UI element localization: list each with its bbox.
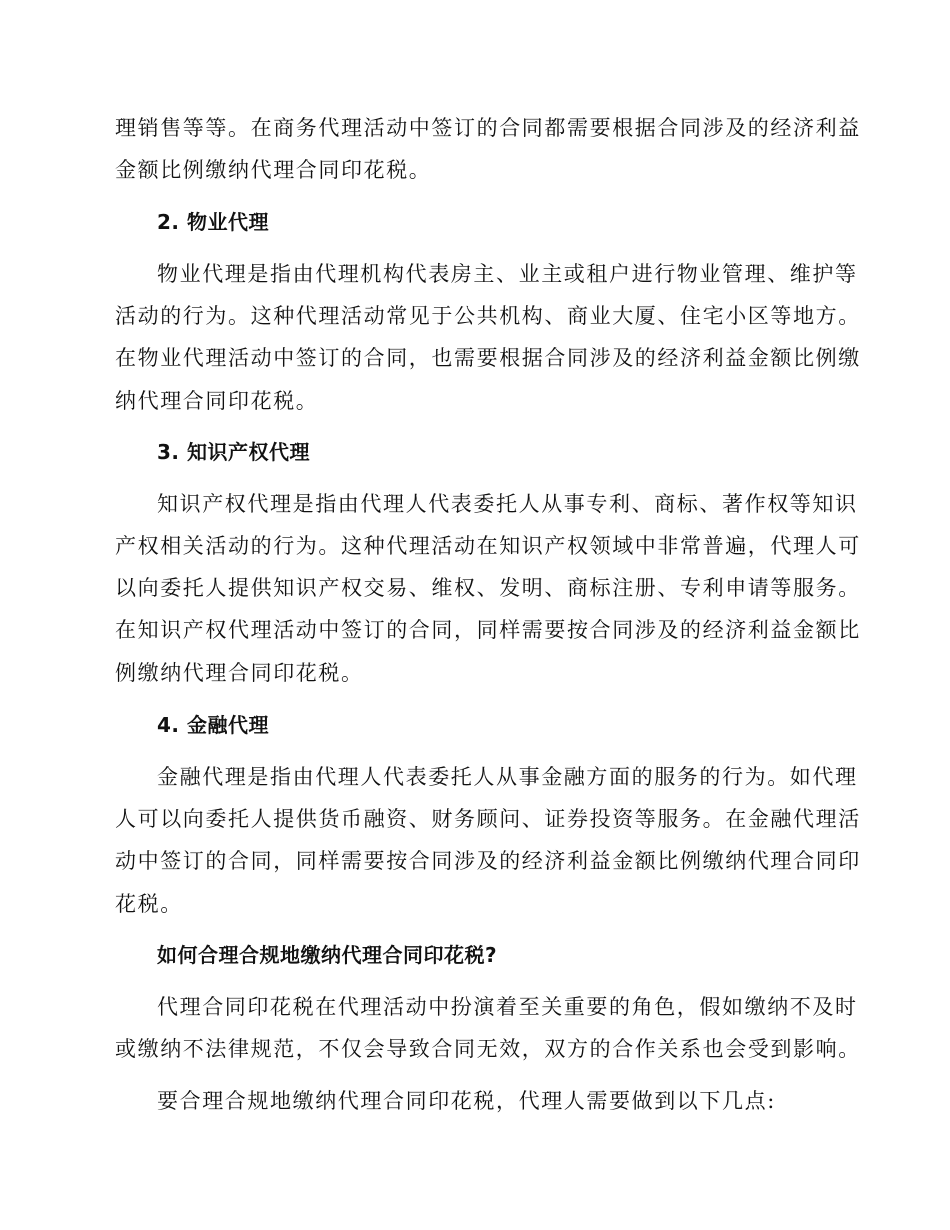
paragraph-line: 纳代理合同印花税。 [115, 389, 319, 413]
paragraph-line: 人可以向委托人提供货币融资、财务顾问、证券投资等服务。在金融代理活 [115, 807, 861, 831]
paragraph-line: 在知识产权代理活动中签订的合同，同样需要按合同涉及的经济利益金额比 [115, 618, 861, 642]
paragraph-line: 产权相关活动的行为。这种代理活动在知识产权领域中非常普遍，代理人可 [115, 534, 861, 558]
paragraph-line: 或缴纳不法律规范，不仅会导致合同无效，双方的合作关系也会受到影响。 [115, 1037, 861, 1061]
section-heading-property-agency: 2. 物业代理 [157, 210, 269, 234]
paragraph-line: 动中签订的合同，同样需要按合同涉及的经济利益金额比例缴纳代理合同印 [115, 849, 861, 873]
section-heading-ip-agency: 3. 知识产权代理 [157, 440, 310, 464]
paragraph-line: 理销售等等。在商务代理活动中签订的合同都需要根据合同涉及的经济利益 [115, 116, 861, 140]
paragraph-line: 要合理合规地缴纳代理合同印花税，代理人需要做到以下几点: [157, 1089, 776, 1113]
paragraph-line: 代理合同印花税在代理活动中扮演着至关重要的角色，假如缴纳不及时 [157, 995, 858, 1019]
paragraph-line: 在物业代理活动中签订的合同，也需要根据合同涉及的经济利益金额比例缴 [115, 346, 861, 370]
paragraph-line: 花税。 [115, 892, 183, 916]
paragraph-line: 例缴纳代理合同印花税。 [115, 661, 364, 685]
section-heading-finance-agency: 4. 金融代理 [157, 713, 269, 737]
paragraph-line: 金融代理是指由代理人代表委托人从事金融方面的服务的行为。如代理 [157, 765, 858, 789]
paragraph-line: 活动的行为。这种代理活动常见于公共机构、商业大厦、住宅小区等地方。 [115, 304, 861, 328]
paragraph-line: 以向委托人提供知识产权交易、维权、发明、商标注册、专利申请等服务。 [115, 576, 861, 600]
paragraph-line: 物业代理是指由代理机构代表房主、业主或租户进行物业管理、维护等 [157, 262, 858, 286]
paragraph-line: 金额比例缴纳代理合同印花税。 [115, 158, 432, 182]
section-heading-compliance: 如何合理合规地缴纳代理合同印花税? [157, 943, 498, 967]
paragraph-line: 知识产权代理是指由代理人代表委托人从事专利、商标、著作权等知识 [157, 492, 858, 516]
